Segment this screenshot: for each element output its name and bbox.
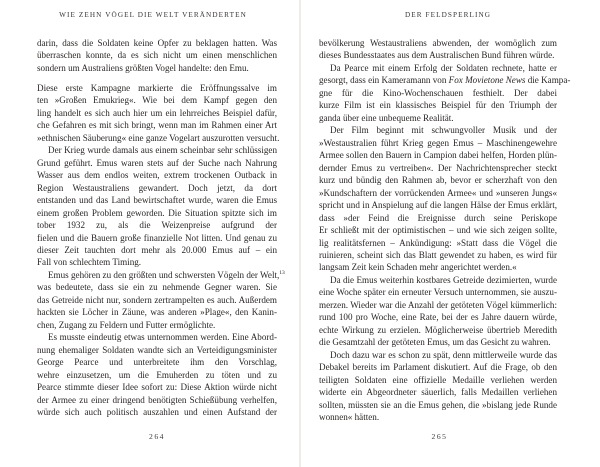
text-line: Region Westaustraliens gewandert. Doch jetzt, da dort bbox=[37, 182, 277, 193]
text-line: entstanden und das Land bewirtschaftet wurde, waren die Emus bbox=[37, 195, 277, 206]
text-line: tober 1932 zu, als die Weizenpreise aufgrund der bbox=[37, 220, 277, 231]
text-line: kurz und bündig den Rahmen ab, bevor er scherzhaft von den bbox=[319, 175, 557, 186]
text-line: Doch dazu war es schon zu spät, denn mittlerweile wurde das bbox=[330, 349, 557, 360]
text-line: der Armee zu einer dringend benötigten Schießübung verhelfen, bbox=[37, 394, 277, 405]
text-line: Da die Emus weiterhin kostbares Getreide dezimierten, wurde bbox=[330, 274, 557, 285]
text-line: kurze Film ist ein klassisches Beispiel für den Triumph der bbox=[319, 100, 557, 111]
text-line: merzen. Wieder war die Anzahl der getöteten Vögel kümmerlich: bbox=[319, 299, 557, 310]
text-fragment: die Kampa- bbox=[525, 75, 571, 86]
right-body-text bbox=[319, 37, 571, 424]
text-line: che Gefahren es mit sich bringt, wenn man im Rahmen einer Art bbox=[37, 120, 277, 131]
left-body-text bbox=[37, 37, 285, 419]
italic-publication-title: Fox Movietone News bbox=[448, 75, 526, 86]
text-line: langsam Zeit kein Schaden mehr angerichtet werden.« bbox=[319, 262, 517, 273]
text-line: George Pearce und unterbreitete ihm den Vorschlag, bbox=[37, 357, 277, 368]
text-line: gne für die Kino-Wochenschauen festhielt. Der dabei bbox=[319, 87, 557, 98]
text-line: sondern um Australiens größten Vogel handelte: den Emu. bbox=[37, 62, 249, 73]
running-head-right: DER FELDSPERLING bbox=[404, 11, 492, 19]
text-fragment: gesorgt, dass ein Kameramann von bbox=[319, 75, 447, 86]
text-line: hackten sie Löcher in Zäune, was anderen »Plage«, den Kanin- bbox=[37, 307, 277, 318]
text-line: Fall von schlechtem Timing. bbox=[37, 257, 142, 268]
text-line: Wasser aus dem endlos weiten, extrem trockenen Outback in bbox=[37, 170, 277, 181]
text-line: eine Woche später ein erneuter Versuch unternommen, sie auszu- bbox=[319, 287, 557, 298]
text-line: lig realitätsfernen – Ankündigung: »Statt dass die Vögel die bbox=[319, 237, 557, 248]
text-line: teiligten Soldaten eine offizielle Medaille verliehen werden bbox=[319, 374, 557, 385]
text-line: einem großen Problem geworden. Die Situation spitzte sich im bbox=[37, 207, 277, 218]
text-line: »ethnischen Säuberung« eine ganze Vogelart auszurotten versucht. bbox=[37, 132, 280, 143]
text-line: Grund geführt. Emus waren stets auf der Suche nach Nahrung bbox=[37, 157, 277, 168]
text-line-with-italic bbox=[319, 74, 571, 86]
text-line: echte Wirkung zu erzielen. Möglicherweise übertrieb Meredith bbox=[319, 324, 557, 335]
text-line: Der Krieg wurde damals aus einem scheinbar sehr schlüssigen bbox=[48, 145, 277, 156]
text-line: Pearce stimmte dieser Idee sofort zu: Diese Aktion würde nicht bbox=[37, 382, 277, 393]
text-line: sollten, müssten sie an die Emus gehen, die »bislang jede Runde bbox=[319, 399, 557, 410]
right-page bbox=[300, 0, 600, 467]
text-line: rund 100 pro Woche, eine Rate, bei der es Jahre dauern würde, bbox=[319, 312, 557, 323]
text-line: Da Pearce mit einem Erfolg der Soldaten rechnete, hatte er bbox=[330, 62, 557, 73]
text-line: Der Film beginnt mit schwungvoller Musik und der bbox=[330, 125, 557, 136]
text-line: Es musste eindeutig etwas unternommen werden. Eine Abord- bbox=[48, 332, 277, 343]
text-line: fielen und die Bauern große finanzielle Not litten. Und genau zu bbox=[37, 232, 277, 243]
running-head-left: WIE ZEHN VÖGEL DIE WELT VERÄNDERTEN bbox=[59, 11, 247, 19]
text-line: würde sich auch politisch auszahlen und einen Aufstand der bbox=[37, 407, 277, 418]
text-line-with-footnote bbox=[37, 269, 285, 281]
text-line: ganda über eine unbequeme Realität. bbox=[319, 112, 454, 123]
text-line: dieses Bundesstaates aus dem Australischen Bund führen würde. bbox=[319, 50, 555, 61]
text-line: Diese erste Kampagne markierte die Eröffnungssalve im bbox=[37, 82, 277, 93]
text-line: »Kundschaftern der vorrückenden Armee« und »unseren Jungs« bbox=[319, 187, 557, 198]
text-line: überraschen konnte, da es sich nicht um einen menschlichen bbox=[37, 50, 277, 61]
text-line: wonnen« hätten. bbox=[319, 412, 380, 423]
text-line: dieser Zeit tauchten dort mehr als 20.000 Emus auf – ein bbox=[37, 245, 277, 255]
text-line: ruinieren, scheint sich das Blatt gewendet zu haben, es wird für bbox=[319, 249, 557, 260]
text-line: ten »Großen Emukrieg«. Wie bei dem Kampf gegen den bbox=[37, 95, 277, 106]
text-line-content: Emus gehören zu den größten und schwersten Vögeln der Welt, bbox=[48, 269, 280, 280]
text-line: Armee sollen den Bauern in Campion dabei helfen, Horden plün- bbox=[319, 150, 557, 161]
page-number-left: 264 bbox=[149, 432, 165, 441]
text-line: nung ehemaliger Soldaten wandte sich an Verteidigungsminister bbox=[37, 344, 277, 355]
text-line: widerte ein Abgeordneter säuerlich, falls Medaillen verliehen bbox=[319, 387, 557, 398]
text-line: die Gesamtzahl der getöteten Emus, um das Gesicht zu wahren. bbox=[319, 337, 551, 348]
text-line: Debakel bereits im Parlament diskutiert. Auf die Frage, ob den bbox=[319, 362, 557, 373]
text-line: spricht und in Anspielung auf die langen Hälse der Emus erklärt, bbox=[319, 200, 557, 211]
text-line: dernder Emus zu vertreiben«. Der Nachrichtensprecher steckt bbox=[319, 162, 557, 173]
text-line: bevölkerung Westaustraliens abwenden, der womöglich zum bbox=[319, 38, 557, 48]
text-line: Er schließt mit der optimistischen – und wie sich zeigen sollte, bbox=[319, 225, 557, 236]
text-line: chen, Zugang zu Feldern und Futter ermöglichte. bbox=[37, 319, 216, 330]
text-line: »Westaustralien führt Krieg gegen Emus – Maschinengewehre bbox=[319, 137, 557, 148]
text-line: das Getreide nicht nur, sondern zertrampelten es auch. Außerdem bbox=[37, 294, 277, 305]
text-line: dass »der Feind die Ereignisse durch seine Periskope bbox=[319, 212, 557, 223]
text-line: darin, dass die Soldaten keine Opfer zu beklagen hatten. Was bbox=[37, 38, 277, 48]
text-line: ling handelt es sich auch hier um ein lehrreiches Beispiel dafür, bbox=[37, 107, 277, 118]
text-line: wehre einzusetzen, um die Emuherden zu töten und zu bbox=[37, 369, 277, 380]
page-number-right: 265 bbox=[431, 432, 448, 441]
footnote-marker[interactable]: 13 bbox=[279, 269, 285, 276]
text-line: was bedeutete, dass sie ein zu nehmende Gegner waren. Sie bbox=[37, 282, 277, 293]
